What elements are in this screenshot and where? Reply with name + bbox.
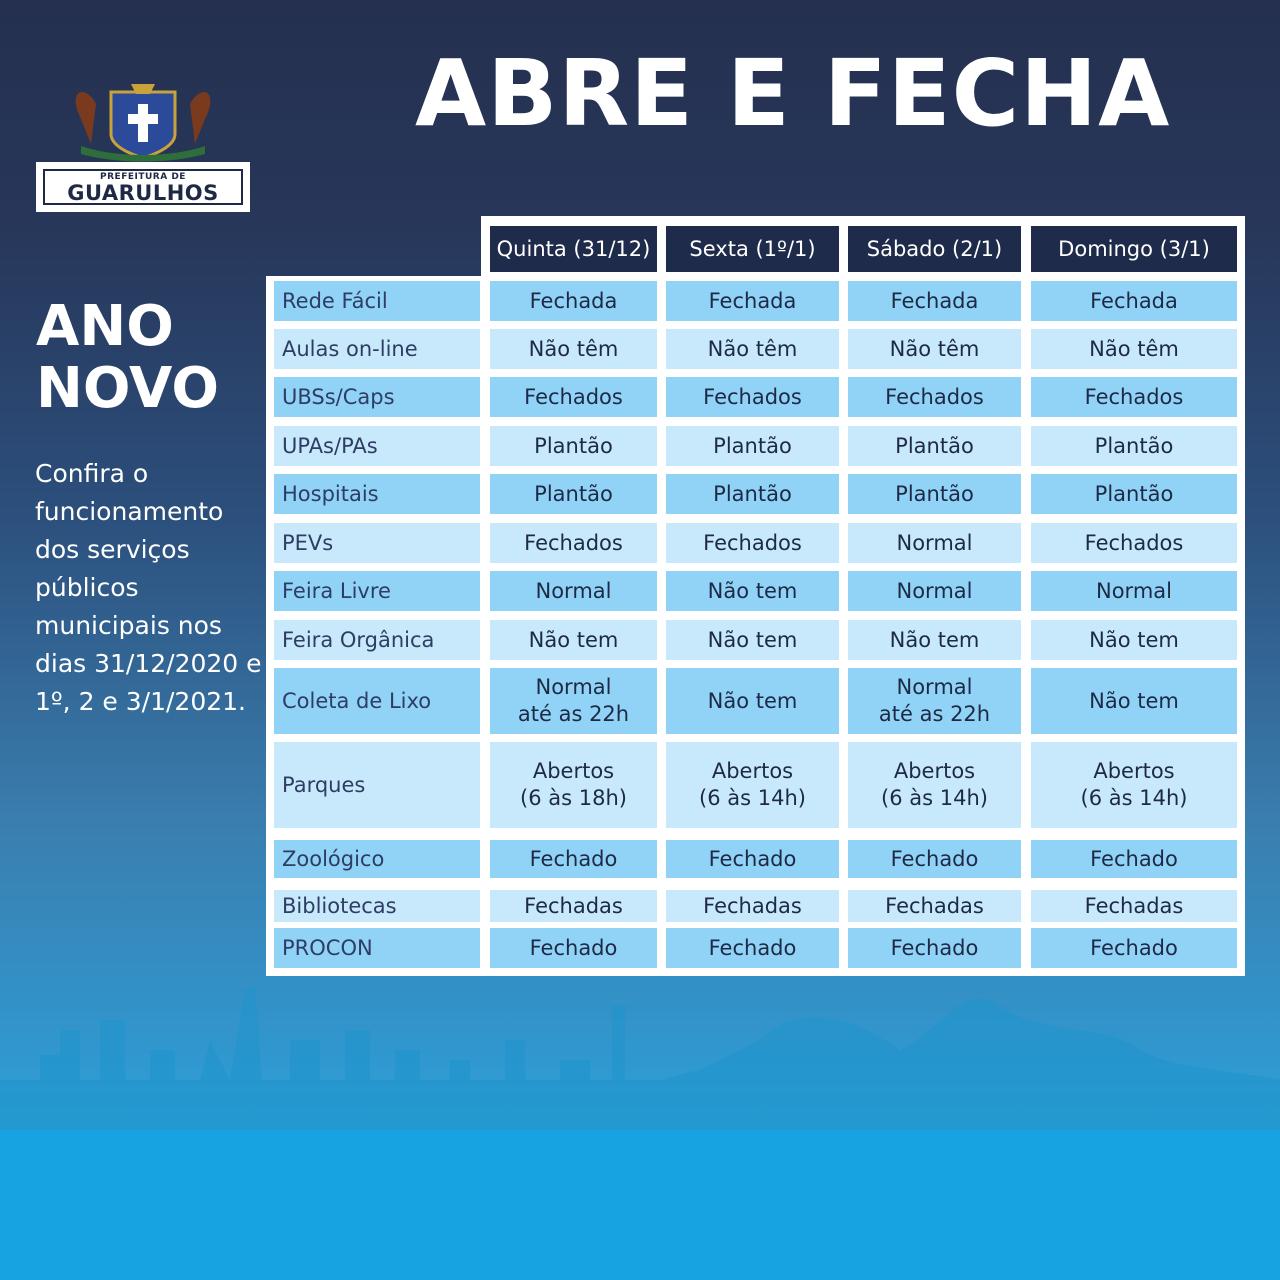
row-label: Bibliotecas: [274, 890, 480, 922]
logo-line-guarulhos: GUARULHOS: [67, 181, 219, 205]
table-cell: Fechado: [490, 840, 657, 878]
table-cell: Fechada: [666, 281, 839, 321]
table-cell: Fechadas: [1031, 890, 1237, 922]
table-cell: Fechado: [666, 928, 839, 968]
table-cell: Não têm: [1031, 329, 1237, 369]
table-cell: Plantão: [1031, 426, 1237, 466]
row-label: Hospitais: [274, 474, 480, 514]
table-row: [266, 571, 1245, 611]
table-cell: Plantão: [848, 474, 1021, 514]
row-label: Zoológico: [274, 840, 480, 878]
table-cell: Fechado: [666, 840, 839, 878]
table-cell: Abertos (6 às 14h): [848, 742, 1021, 828]
table-cell: Fechado: [490, 928, 657, 968]
table-cell: Normal até as 22h: [848, 668, 1021, 734]
row-label: PEVs: [274, 523, 480, 563]
table-cell: Fechada: [490, 281, 657, 321]
table-cell: Fechado: [848, 840, 1021, 878]
table-row: [266, 281, 1245, 321]
table-cell: Fechados: [666, 377, 839, 417]
table-row: [266, 668, 1245, 734]
table-cell: Fechado: [1031, 928, 1237, 968]
table-cell: Não tem: [666, 620, 839, 660]
table-cell: Normal: [490, 571, 657, 611]
table-cell: Normal até as 22h: [490, 668, 657, 734]
column-header: Domingo (3/1): [1031, 226, 1237, 272]
column-header: Quinta (31/12): [490, 226, 657, 272]
table-cell: Não têm: [848, 329, 1021, 369]
column-header: Sábado (2/1): [848, 226, 1021, 272]
table-row: [266, 377, 1245, 417]
side-description: Confira o funcionamento dos serviços públicos municipais nos dias 31/12/2020 e 1º, 2 e 3/1/2021.: [35, 459, 262, 716]
side-heading: [36, 296, 219, 420]
row-label: PROCON: [274, 928, 480, 968]
table-cell: Normal: [848, 571, 1021, 611]
table-row: [266, 474, 1245, 514]
table-row: [266, 426, 1245, 466]
table-cell: Fechados: [666, 523, 839, 563]
table-cell: Plantão: [666, 426, 839, 466]
table-cell: Não tem: [666, 668, 839, 734]
table-cell: Normal: [848, 523, 1021, 563]
table-row: [266, 840, 1245, 878]
table-cell: Não tem: [848, 620, 1021, 660]
table-cell: Não têm: [490, 329, 657, 369]
table-cell: Fechado: [1031, 840, 1237, 878]
table-cell: Abertos (6 às 18h): [490, 742, 657, 828]
logo-nameplate: [36, 162, 250, 212]
table-cell: Fechados: [490, 377, 657, 417]
table-cell: Fechados: [1031, 523, 1237, 563]
row-label: Coleta de Lixo: [274, 668, 480, 734]
page-title: ABRE E FECHA: [415, 40, 1171, 147]
table-cell: Plantão: [666, 474, 839, 514]
row-label: UPAs/PAs: [274, 426, 480, 466]
table-cell: Fechada: [848, 281, 1021, 321]
coat-of-arms-icon: [36, 74, 250, 164]
table-cell: Normal: [1031, 571, 1237, 611]
table-cell: Abertos (6 às 14h): [666, 742, 839, 828]
side-heading-line2: NOVO: [36, 356, 219, 421]
prefeitura-logo: [36, 74, 256, 220]
side-heading-line1: ANO: [36, 294, 174, 359]
table-cell: Plantão: [490, 426, 657, 466]
table-cell: Plantão: [848, 426, 1021, 466]
table-cell: Abertos (6 às 14h): [1031, 742, 1237, 828]
table-row: [266, 329, 1245, 369]
table-cell: Plantão: [1031, 474, 1237, 514]
table-row: [266, 620, 1245, 660]
table-cell: Fechados: [848, 377, 1021, 417]
table-cell: Fechado: [848, 928, 1021, 968]
table-cell: Não tem: [666, 571, 839, 611]
table-cell: Não têm: [666, 329, 839, 369]
row-label: Feira Livre: [274, 571, 480, 611]
table-row: [266, 890, 1245, 922]
row-label: Rede Fácil: [274, 281, 480, 321]
column-header: Sexta (1º/1): [666, 226, 839, 272]
table-cell: Não tem: [490, 620, 657, 660]
row-label: Aulas on-line: [274, 329, 480, 369]
table-cell: Fechadas: [490, 890, 657, 922]
table-cell: Fechados: [490, 523, 657, 563]
table-row: [266, 742, 1245, 828]
table-cell: Fechada: [1031, 281, 1237, 321]
table-cell: Plantão: [490, 474, 657, 514]
table-cell: Não tem: [1031, 620, 1237, 660]
row-label: Parques: [274, 742, 480, 828]
table-cell: Fechadas: [666, 890, 839, 922]
row-label: UBSs/Caps: [274, 377, 480, 417]
table-cell: Fechadas: [848, 890, 1021, 922]
table-row: [266, 523, 1245, 563]
city-skyline-illustration: [0, 960, 1280, 1280]
table-cell: Não tem: [1031, 668, 1237, 734]
table-row: [266, 928, 1245, 968]
logo-line-prefeitura: PREFEITURA DE: [100, 172, 186, 182]
row-label: Feira Orgânica: [274, 620, 480, 660]
table-cell: Fechados: [1031, 377, 1237, 417]
